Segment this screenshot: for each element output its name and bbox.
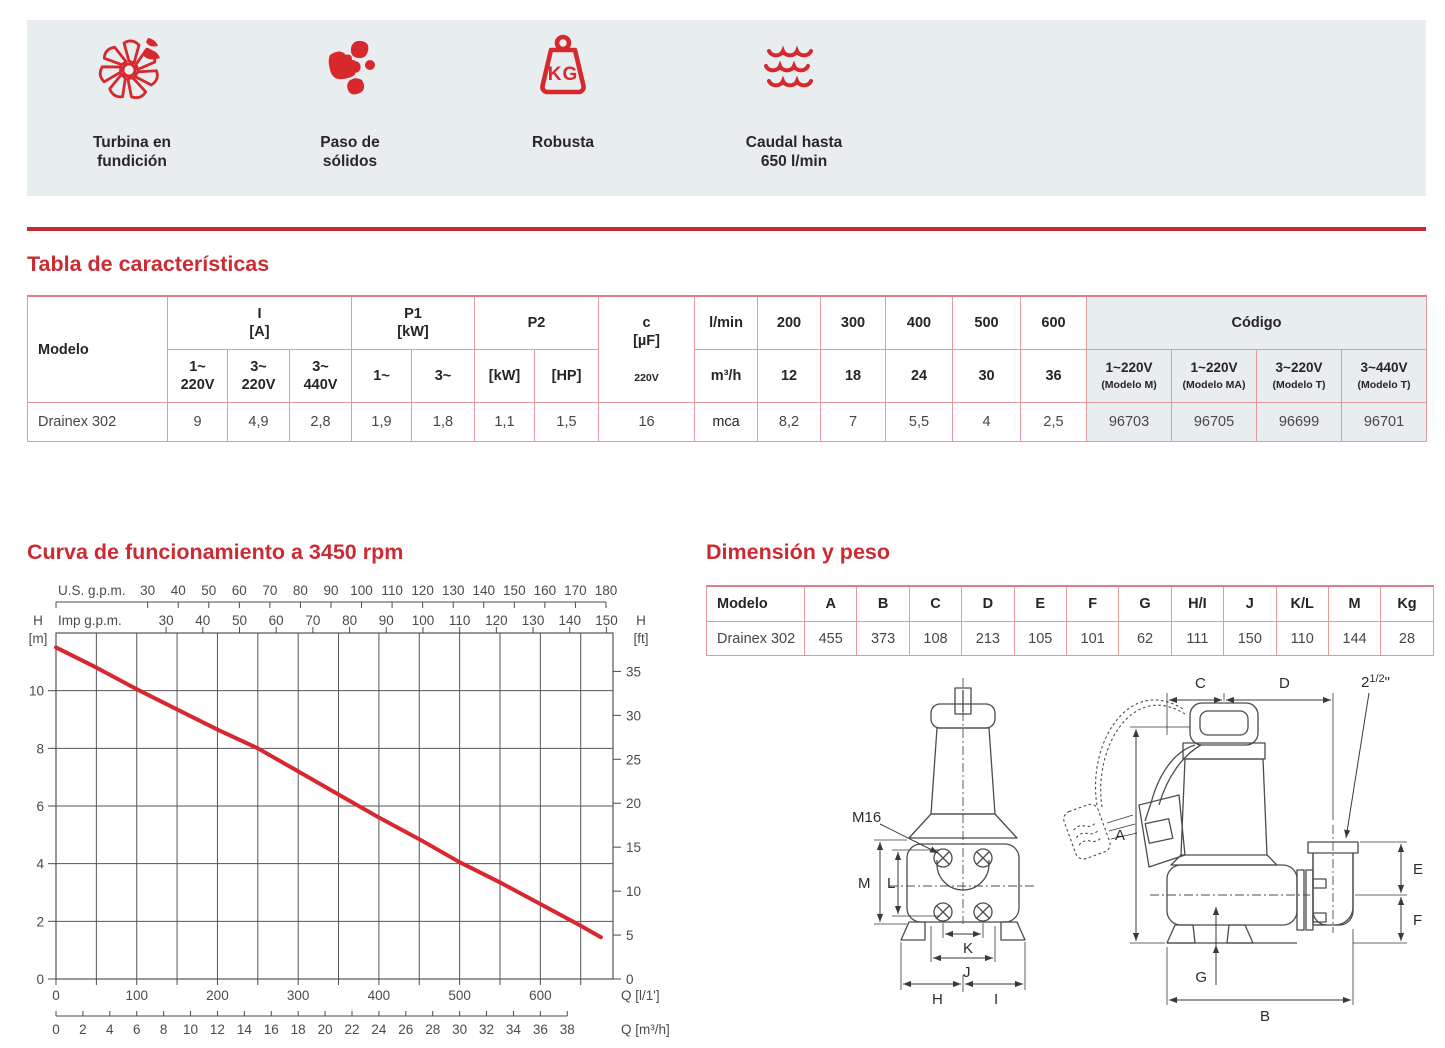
svg-text:180: 180 bbox=[594, 583, 618, 598]
svg-text:36: 36 bbox=[532, 1022, 548, 1037]
svg-text:30: 30 bbox=[158, 613, 174, 628]
dim-cell: 62 bbox=[1119, 622, 1171, 656]
sub-header: 3~ 440V bbox=[290, 350, 352, 403]
svg-text:2: 2 bbox=[79, 1022, 87, 1037]
dim-label-d: D bbox=[1279, 675, 1290, 692]
cell: 2,8 bbox=[290, 403, 352, 442]
dim-col-header: F bbox=[1066, 586, 1118, 622]
cell: 1,9 bbox=[352, 403, 412, 442]
dim-col-header: G bbox=[1119, 586, 1171, 622]
svg-text:32: 32 bbox=[479, 1022, 495, 1037]
svg-text:110: 110 bbox=[448, 613, 471, 628]
dim-label-e: E bbox=[1413, 861, 1424, 878]
svg-text:38: 38 bbox=[559, 1022, 575, 1037]
svg-text:24: 24 bbox=[371, 1022, 387, 1037]
svg-text:10: 10 bbox=[626, 884, 642, 900]
cell: 8,2 bbox=[758, 403, 821, 442]
group-header-p1: P1 [kW] bbox=[352, 296, 475, 350]
code-cell: 96703 bbox=[1087, 403, 1172, 442]
svg-text:20: 20 bbox=[626, 796, 642, 812]
dim-cell: 213 bbox=[962, 622, 1014, 656]
svg-text:0: 0 bbox=[626, 972, 634, 987]
dim-cell: 108 bbox=[909, 622, 961, 656]
dim-col-header: D bbox=[962, 586, 1014, 622]
dim-label-c: C bbox=[1195, 675, 1206, 692]
svg-text:8: 8 bbox=[36, 741, 44, 757]
svg-text:110: 110 bbox=[381, 583, 403, 598]
feature-solids bbox=[240, 20, 460, 196]
axis-h-m bbox=[29, 684, 56, 987]
svg-text:100: 100 bbox=[125, 988, 148, 1003]
svg-text:160: 160 bbox=[533, 583, 557, 598]
svg-text:H: H bbox=[636, 613, 646, 628]
axis-usgpm bbox=[56, 583, 617, 608]
dim-header-row bbox=[707, 586, 1434, 622]
cell: 1,8 bbox=[412, 403, 475, 442]
dim-col-header: Modelo bbox=[707, 586, 805, 622]
flow-value: 300 bbox=[821, 296, 886, 350]
svg-text:10: 10 bbox=[28, 683, 44, 699]
svg-text:6: 6 bbox=[36, 799, 44, 814]
chart-grid bbox=[56, 633, 613, 979]
dimensions-title: Dimensión y peso bbox=[706, 540, 890, 564]
svg-text:20: 20 bbox=[317, 1022, 333, 1037]
svg-text:200: 200 bbox=[206, 988, 229, 1003]
svg-text:Q [m³/h]: Q [m³/h] bbox=[621, 1022, 670, 1037]
dim-col-header: B bbox=[857, 586, 909, 622]
dim-label-f: F bbox=[1413, 912, 1423, 929]
performance-curve-chart bbox=[0, 575, 680, 1048]
flow-value: 600 bbox=[1021, 296, 1087, 350]
svg-text:0: 0 bbox=[52, 1022, 60, 1037]
dim-label-k: K bbox=[963, 940, 974, 957]
codigo-sub-header: 1~220V (Modelo MA) bbox=[1172, 350, 1257, 403]
svg-text:70: 70 bbox=[262, 583, 278, 598]
flow-header-mca: mca bbox=[695, 403, 758, 442]
svg-text:30: 30 bbox=[452, 1022, 468, 1037]
svg-text:2: 2 bbox=[36, 914, 44, 930]
col-header-condenser: c [µF] 220V bbox=[599, 296, 695, 403]
dim-col-header: J bbox=[1224, 586, 1276, 622]
dim-label-m: M bbox=[858, 875, 871, 892]
dim-col-header: M bbox=[1328, 586, 1380, 622]
turbine-icon bbox=[22, 20, 242, 116]
group-header-codigo: Código bbox=[1087, 296, 1427, 350]
cell: 16 bbox=[599, 403, 695, 442]
svg-text:H: H bbox=[33, 613, 43, 628]
svg-text:14: 14 bbox=[236, 1022, 252, 1037]
svg-text:0: 0 bbox=[52, 988, 60, 1003]
code-cell: 96701 bbox=[1342, 403, 1427, 442]
dim-col-header: E bbox=[1014, 586, 1066, 622]
flow-value: 200 bbox=[758, 296, 821, 350]
sub-header: 3~ 220V bbox=[228, 350, 290, 403]
flow-value: 30 bbox=[953, 350, 1021, 403]
sub-header: 1~ 220V bbox=[168, 350, 228, 403]
svg-text:150: 150 bbox=[595, 613, 618, 628]
dim-cell: 105 bbox=[1014, 622, 1066, 656]
dim-col-header: H/I bbox=[1171, 586, 1223, 622]
dim-cell: 373 bbox=[857, 622, 909, 656]
dim-cell: 101 bbox=[1066, 622, 1118, 656]
dim-label-a: A bbox=[1114, 827, 1125, 844]
characteristics-table bbox=[27, 295, 1427, 442]
svg-text:18: 18 bbox=[290, 1022, 306, 1037]
group-header-i: I [A] bbox=[168, 296, 352, 350]
sub-header: 1~ bbox=[352, 350, 412, 403]
features-banner bbox=[27, 20, 1426, 196]
codigo-sub-header: 3~440V (Modelo T) bbox=[1342, 350, 1427, 403]
flow-value: 500 bbox=[953, 296, 1021, 350]
dim-label-m16: M16 bbox=[852, 809, 882, 826]
dim-cell: Drainex 302 bbox=[707, 622, 805, 656]
code-cell: 96705 bbox=[1172, 403, 1257, 442]
svg-text:300: 300 bbox=[286, 988, 310, 1003]
dimensions-table bbox=[706, 585, 1434, 656]
pump-front-view-drawing bbox=[850, 672, 1050, 1048]
solids-passage-icon bbox=[240, 20, 460, 116]
dim-cell: 110 bbox=[1276, 622, 1328, 656]
sub-header: [HP] bbox=[535, 350, 599, 403]
svg-text:40: 40 bbox=[170, 583, 186, 598]
svg-text:90: 90 bbox=[323, 583, 339, 598]
dim-cell: 144 bbox=[1328, 622, 1380, 656]
svg-text:U.S. g.p.m.: U.S. g.p.m. bbox=[58, 583, 126, 598]
feature-robust bbox=[453, 20, 673, 196]
pump-side-view-drawing bbox=[1055, 655, 1445, 1048]
cell: 4,9 bbox=[228, 403, 290, 442]
svg-text:22: 22 bbox=[344, 1022, 360, 1037]
flow-value: 18 bbox=[821, 350, 886, 403]
dim-cell: 150 bbox=[1224, 622, 1276, 656]
svg-text:[m]: [m] bbox=[28, 631, 48, 646]
svg-text:35: 35 bbox=[626, 664, 642, 680]
col-header-modelo: Modelo bbox=[28, 296, 168, 403]
cell: 7 bbox=[821, 403, 886, 442]
code-cell: 96699 bbox=[1257, 403, 1342, 442]
svg-text:Imp g.p.m.: Imp g.p.m. bbox=[58, 613, 122, 628]
svg-text:150: 150 bbox=[503, 583, 526, 598]
cell: 5,5 bbox=[886, 403, 953, 442]
svg-text:140: 140 bbox=[558, 613, 582, 628]
model-name: Drainex 302 bbox=[28, 403, 168, 442]
feature-label: Robusta bbox=[532, 134, 594, 151]
axis-q-m3h bbox=[52, 1011, 670, 1037]
dim-cell: 28 bbox=[1381, 622, 1433, 656]
flow-value: 400 bbox=[886, 296, 953, 350]
flow-header-lmin: l/min bbox=[695, 296, 758, 350]
cell: 9 bbox=[168, 403, 228, 442]
dim-label-g: G bbox=[1195, 969, 1207, 986]
svg-text:34: 34 bbox=[505, 1022, 521, 1037]
group-header-p2: P2 bbox=[475, 296, 599, 350]
outlet-size-label: $2^{1/2}$" bbox=[1361, 673, 1390, 691]
svg-text:6: 6 bbox=[132, 1022, 141, 1037]
waves-icon bbox=[684, 20, 904, 116]
svg-text:70: 70 bbox=[305, 613, 321, 628]
svg-text:50: 50 bbox=[201, 583, 217, 598]
svg-text:170: 170 bbox=[564, 583, 587, 598]
svg-text:600: 600 bbox=[529, 988, 552, 1003]
svg-text:4: 4 bbox=[36, 856, 44, 872]
table-row bbox=[28, 403, 1427, 442]
feature-label: Turbina en fundición bbox=[92, 134, 172, 170]
sub-header: [kW] bbox=[475, 350, 535, 403]
dim-label-b: B bbox=[1260, 1008, 1271, 1025]
dim-label-h: H bbox=[932, 991, 943, 1008]
svg-text:60: 60 bbox=[268, 613, 284, 628]
svg-text:50: 50 bbox=[231, 613, 248, 628]
svg-text:90: 90 bbox=[378, 613, 394, 628]
codigo-sub-header: 3~220V (Modelo T) bbox=[1257, 350, 1342, 403]
feature-turbine bbox=[22, 20, 242, 196]
svg-text:16: 16 bbox=[263, 1022, 279, 1037]
svg-text:80: 80 bbox=[342, 613, 358, 628]
svg-text:12: 12 bbox=[209, 1022, 225, 1037]
svg-text:500: 500 bbox=[448, 988, 471, 1003]
cell: 1,1 bbox=[475, 403, 535, 442]
flow-value: 24 bbox=[886, 350, 953, 403]
dim-col-header: Kg bbox=[1381, 586, 1433, 622]
flow-header-m3h: m³/h bbox=[695, 350, 758, 403]
svg-text:Q [l/1']: Q [l/1'] bbox=[621, 988, 660, 1003]
flow-value: 12 bbox=[758, 350, 821, 403]
red-divider bbox=[27, 227, 1426, 231]
svg-text:130: 130 bbox=[441, 583, 465, 598]
svg-text:120: 120 bbox=[411, 583, 434, 598]
svg-text:15: 15 bbox=[626, 840, 642, 856]
feature-label: Paso de sólidos bbox=[320, 134, 380, 170]
svg-text:30: 30 bbox=[626, 708, 642, 724]
dim-label-j: J bbox=[963, 964, 971, 981]
feature-flow bbox=[684, 20, 904, 196]
table-row bbox=[707, 622, 1434, 656]
svg-text:60: 60 bbox=[231, 583, 247, 598]
cell: 4 bbox=[953, 403, 1021, 442]
svg-text:28: 28 bbox=[425, 1022, 441, 1037]
svg-text:25: 25 bbox=[626, 752, 642, 768]
svg-text:80: 80 bbox=[292, 583, 308, 598]
flow-value: 36 bbox=[1021, 350, 1087, 403]
codigo-sub-header: 1~220V (Modelo M) bbox=[1087, 350, 1172, 403]
svg-text:[ft]: [ft] bbox=[633, 631, 649, 646]
svg-text:100: 100 bbox=[411, 613, 435, 628]
svg-text:40: 40 bbox=[195, 613, 211, 628]
cell: 2,5 bbox=[1021, 403, 1087, 442]
svg-text:130: 130 bbox=[521, 613, 545, 628]
svg-text:0: 0 bbox=[36, 972, 44, 987]
svg-text:120: 120 bbox=[485, 613, 508, 628]
axis-q-lmin bbox=[52, 979, 659, 1003]
dim-col-header: C bbox=[909, 586, 961, 622]
dim-label-l: L bbox=[887, 875, 896, 892]
svg-text:100: 100 bbox=[350, 583, 373, 598]
dim-col-header: K/L bbox=[1276, 586, 1328, 622]
axis-h-ft bbox=[613, 664, 641, 987]
svg-text:26: 26 bbox=[398, 1022, 414, 1037]
curve-title: Curva de funcionamiento a 3450 rpm bbox=[27, 540, 404, 564]
feature-label: Caudal hasta 650 l/min bbox=[745, 134, 843, 170]
svg-text:4: 4 bbox=[106, 1022, 114, 1037]
svg-text:400: 400 bbox=[367, 988, 391, 1003]
dim-cell: 111 bbox=[1171, 622, 1223, 656]
svg-text:5: 5 bbox=[626, 928, 634, 944]
dim-label-i: I bbox=[994, 991, 999, 1008]
characteristics-title: Tabla de características bbox=[27, 252, 270, 276]
sub-header: 3~ bbox=[412, 350, 475, 403]
svg-text:30: 30 bbox=[140, 583, 156, 598]
cell: 1,5 bbox=[535, 403, 599, 442]
svg-text:KG: KG bbox=[547, 64, 579, 85]
svg-text:10: 10 bbox=[183, 1022, 199, 1037]
dim-cell: 455 bbox=[805, 622, 857, 656]
weight-kg-icon bbox=[453, 20, 673, 116]
dim-col-header: A bbox=[805, 586, 857, 622]
svg-text:8: 8 bbox=[159, 1022, 168, 1037]
svg-text:140: 140 bbox=[472, 583, 496, 598]
